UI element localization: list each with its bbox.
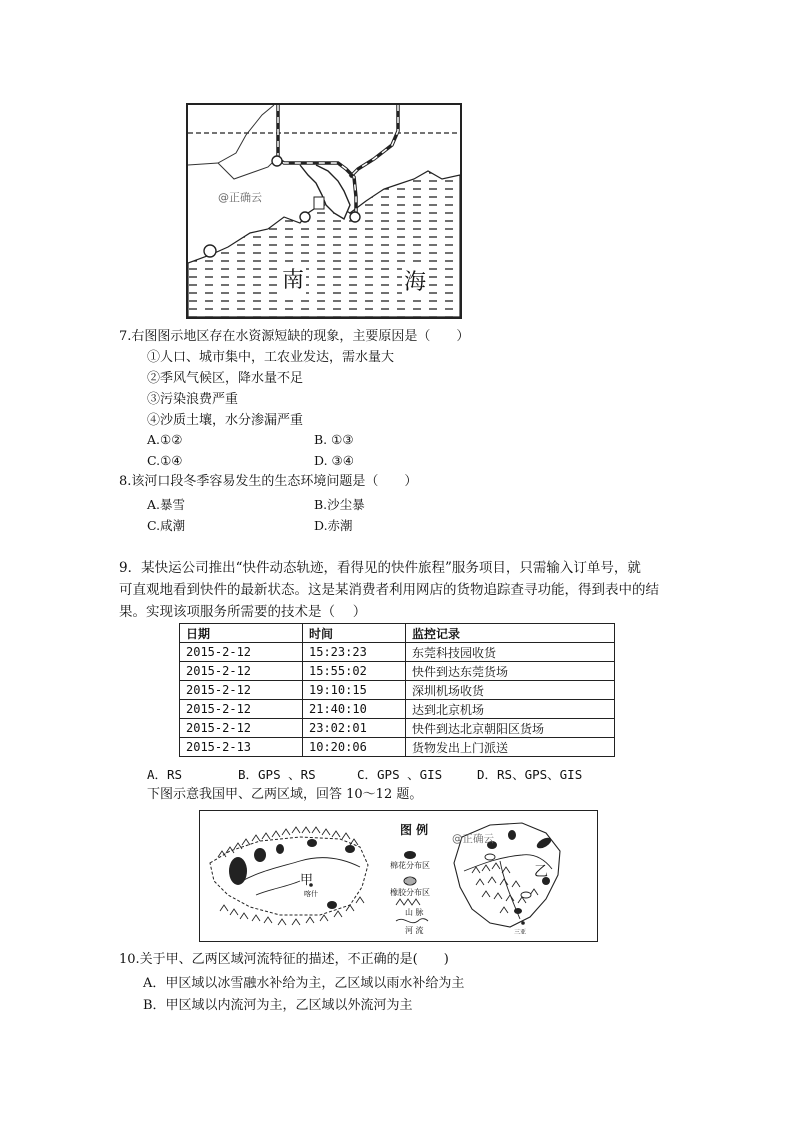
tracking-table <box>179 623 615 757</box>
region-yi-city-label: 三亚 <box>514 929 527 936</box>
cell-time: 15:55:02 <box>303 662 406 681</box>
q9-option-d[interactable]: D．RS、GPS、GIS <box>477 767 583 782</box>
cell-time: 10:20:06 <box>303 738 406 757</box>
q7-stem: 7.右图图示地区存在水资源短缺的现象，主要原因是（ ） <box>119 329 470 344</box>
cell-record: 东莞科技园收货 <box>406 643 615 662</box>
cell-record: 达到北京机场 <box>406 700 615 719</box>
q8-option-c[interactable]: C.咸潮 <box>147 518 186 533</box>
col-date: 日期 <box>180 624 303 643</box>
map2-watermark: @正确云 <box>452 833 494 845</box>
q7-option-a[interactable]: A.①② <box>147 432 183 447</box>
cell-time: 21:40:10 <box>303 700 406 719</box>
q10-stem: 10.关于甲、乙两区域河流特征的描述，不正确的是( ) <box>119 952 449 967</box>
regions-map <box>199 810 598 942</box>
cell-record: 货物发出上门派送 <box>406 738 615 757</box>
cell-record: 深圳机场收货 <box>406 681 615 700</box>
q8-option-a[interactable]: A.暴雪 <box>147 497 186 512</box>
table-row <box>180 681 615 700</box>
cell-record: 快件到达东莞货场 <box>406 662 615 681</box>
q7-option-d[interactable]: D. ③④ <box>314 453 354 468</box>
region-yi-label: 乙 <box>534 864 548 880</box>
legend-title: 图 例 <box>400 823 429 837</box>
cell-time: 19:10:15 <box>303 681 406 700</box>
cell-date: 2015-2-12 <box>180 681 303 700</box>
q8-stem: 8.该河口段冬季容易发生的生态环境问题是（ ） <box>119 474 418 489</box>
table-row <box>180 719 615 738</box>
cell-record: 快件到达北京朝阳区货场 <box>406 719 615 738</box>
cell-time: 15:23:23 <box>303 643 406 662</box>
map1-watermark: @正确云 <box>218 191 262 204</box>
table-row <box>180 738 615 757</box>
table-row <box>180 662 615 681</box>
q10-option-a[interactable]: A．甲区域以冰雪融水补给为主，乙区域以雨水补给为主 <box>143 976 465 991</box>
region-jia-label: 甲 <box>300 873 314 888</box>
region-jia-city-label: 喀什 <box>304 890 318 898</box>
legend-rubber-label: 橡胶分布区 <box>390 888 430 897</box>
table-row <box>180 700 615 719</box>
q7-item-3: ③污染浪费严重 <box>147 392 239 407</box>
q9-option-b[interactable]: B．GPS 、RS <box>238 767 316 782</box>
legend-river-label: 河 流 <box>405 926 424 935</box>
q7-item-1: ①人口、城市集中，工农业发达，需水量大 <box>147 350 395 365</box>
col-record: 监控记录 <box>406 624 615 643</box>
q7-item-4: ④沙质土壤，水分渗漏严重 <box>147 413 304 428</box>
table-row <box>180 643 615 662</box>
q10-option-b[interactable]: B．甲区域以内流河为主，乙区域以外流河为主 <box>143 998 413 1013</box>
q9-option-c[interactable]: C．GPS 、GIS <box>357 767 443 782</box>
map1-sea-label-sea: 海 <box>402 265 428 296</box>
cell-date: 2015-2-13 <box>180 738 303 757</box>
q7-option-c[interactable]: C.①④ <box>147 453 183 468</box>
cell-time: 23:02:01 <box>303 719 406 738</box>
legend-mountain-label: 山 脉 <box>405 908 424 917</box>
q8-option-b[interactable]: B.沙尘暴 <box>314 497 365 512</box>
legend-cotton-label: 棉花分布区 <box>390 861 430 870</box>
river-estuary-map <box>186 103 462 319</box>
intro-10-12: 下图示意我国甲、乙两区域，回答 10～12 题。 <box>147 787 423 802</box>
q8-option-d[interactable]: D.赤潮 <box>314 518 353 533</box>
q9-stem-line-3: 果。实现该项服务所需要的技术是（ ） <box>119 604 367 620</box>
tracking-table-header <box>180 624 615 643</box>
q9-stem-line-1: 9．某快运公司推出“快件动态轨迹，看得见的快件旅程”服务项目，只需输入订单号，就 <box>119 560 641 576</box>
q7-item-2: ②季风气候区，降水量不足 <box>147 371 304 386</box>
cell-date: 2015-2-12 <box>180 662 303 681</box>
q7-option-b[interactable]: B. ①③ <box>314 432 354 447</box>
cell-date: 2015-2-12 <box>180 643 303 662</box>
q9-stem-line-2: 可直观地看到快件的最新状态。这是某消费者利用网店的货物追踪查寻功能，得到表中的结 <box>119 582 659 598</box>
cell-date: 2015-2-12 <box>180 719 303 738</box>
cell-date: 2015-2-12 <box>180 700 303 719</box>
map1-sea-label-south: 南 <box>280 263 306 294</box>
col-time: 时间 <box>303 624 406 643</box>
q9-option-a[interactable]: A．RS <box>147 767 183 782</box>
